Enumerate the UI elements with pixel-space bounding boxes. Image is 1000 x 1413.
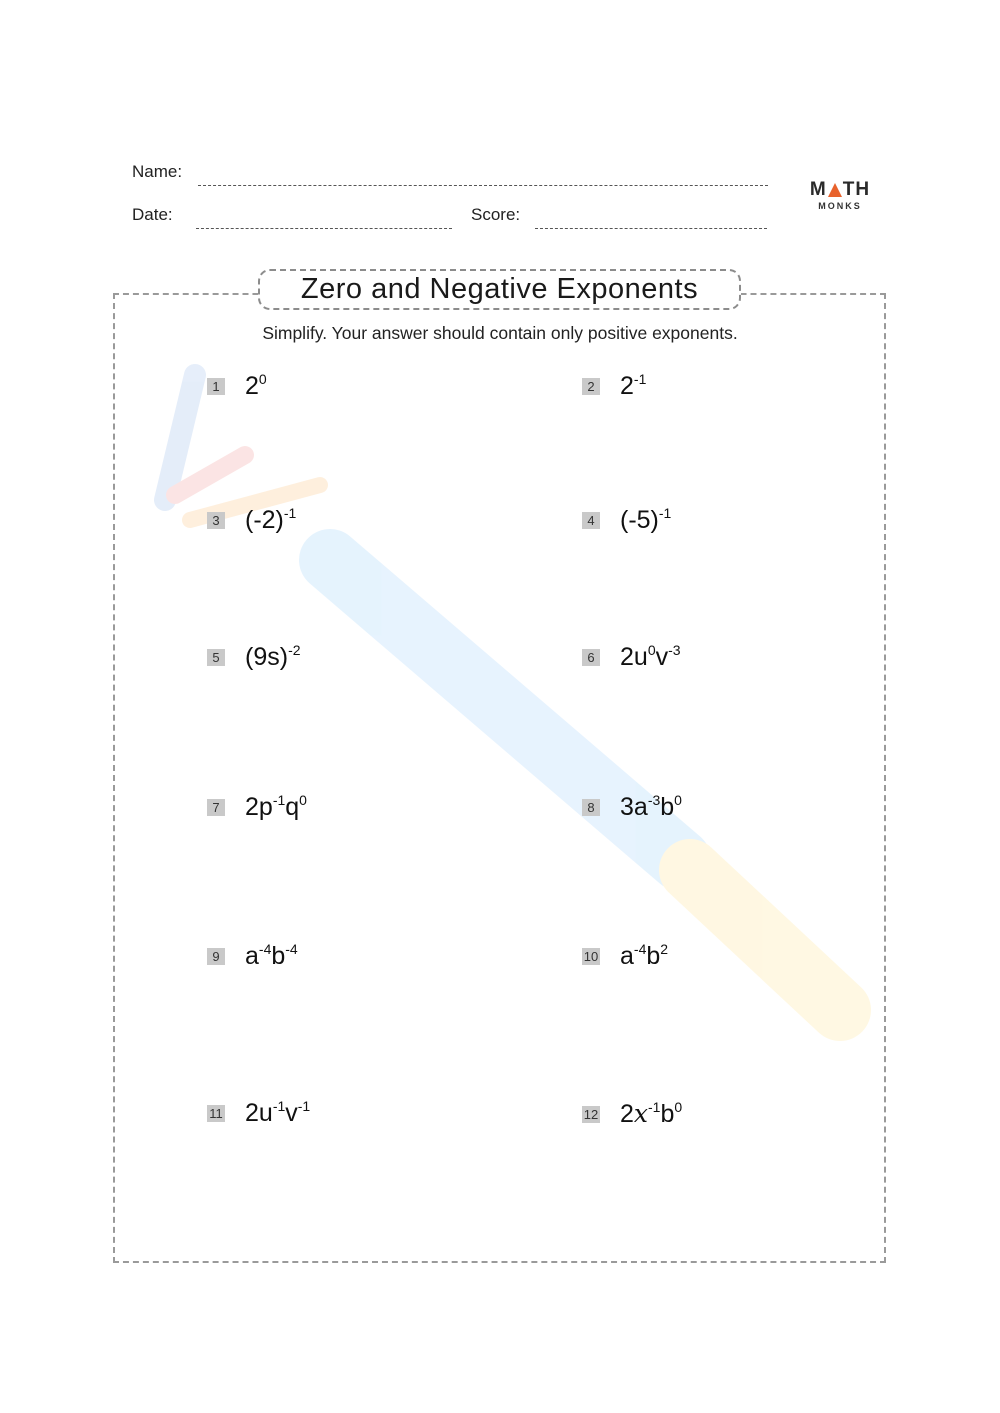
expression [620,793,682,822]
problem-2 [582,372,646,401]
base-term: v [285,1099,298,1127]
expression [620,506,671,535]
date-label: Date: [132,205,173,224]
exponent: -1 [648,1099,661,1115]
base-term: (-2) [245,506,284,534]
name-field[interactable] [198,185,768,186]
base-term: q [285,793,300,821]
variable: x [633,1099,649,1128]
expression [620,1099,682,1129]
problem-12 [582,1099,682,1129]
expression [620,372,646,401]
base-term: 2 [245,372,259,400]
expression [245,793,307,822]
base-term: b [660,1100,675,1128]
exponent: -4 [285,941,298,957]
base-term: 2p [245,793,273,821]
base-term: b [646,942,661,970]
problem-11 [207,1099,310,1128]
logo-triangle-icon [828,183,842,197]
logo-subtitle: MONKS [818,201,862,211]
exponent: -1 [658,505,672,521]
exponent: -3 [647,792,661,808]
base-term: b [271,942,286,970]
instructions: Simplify. Your answer should contain only positive exponents. [262,323,738,343]
worksheet-title: Zero and Negative Exponents [258,269,741,310]
exponent: 2 [660,941,669,957]
score-label: Score: [471,205,521,224]
exponent: 0 [647,642,656,658]
score-field[interactable] [535,228,767,229]
exponent: -3 [668,642,681,658]
exponent: -1 [272,1098,286,1114]
exponent: 0 [674,1099,683,1115]
problem-number: 8 [582,799,600,816]
problem-8 [582,793,682,822]
exponent: -1 [272,792,286,808]
base-term: v [655,643,669,671]
expression [245,643,301,672]
base-term: b [660,793,675,821]
expression [245,942,298,971]
problem-number: 12 [583,1106,599,1122]
problem-number: 1 [207,378,225,395]
problem-3 [207,506,296,535]
base-term: (9s) [245,643,289,671]
problem-number: 7 [207,799,225,816]
problem-number: 10 [583,949,599,964]
exponent: 0 [299,792,307,808]
problem-number: 5 [207,649,225,666]
expression [245,1099,310,1128]
exponent: -4 [633,941,647,957]
problem-number: 3 [207,512,225,529]
expression [620,942,668,971]
logo-wordmark [808,180,872,200]
expression [245,372,267,401]
exponent: -2 [288,642,301,658]
problem-number: 4 [582,512,600,529]
problem-5 [207,643,301,672]
problem-9 [207,942,298,971]
base-term: 2u [245,1099,273,1127]
problem-10 [582,942,668,971]
base-term: 2 [620,372,634,400]
exponent: 0 [258,371,267,387]
problem-number: 2 [582,378,600,395]
exponent: -1 [633,371,647,387]
base-term: a [245,942,259,970]
exponent: 0 [674,792,682,808]
problem-number: 6 [582,649,600,666]
base-term: (-5) [620,506,659,534]
logo-letter-m: M [809,179,827,200]
logo-letters-th: TH [842,179,871,200]
exponent: -4 [258,941,272,957]
problem-number: 9 [207,948,225,965]
expression [245,506,296,535]
expression [620,643,681,672]
name-label: Name: [132,162,183,181]
exponent: -1 [283,505,297,521]
base-term: 2 [620,1100,634,1128]
problem-4 [582,506,671,535]
math-monks-logo [808,180,872,211]
base-term: 3a [620,793,648,821]
base-term: 2u [620,643,648,671]
problem-6 [582,643,681,672]
date-field[interactable] [196,228,452,229]
problem-1 [207,372,267,401]
problem-7 [207,793,307,822]
exponent: -1 [297,1098,311,1114]
base-term: a [620,942,634,970]
problem-number: 11 [207,1105,225,1122]
